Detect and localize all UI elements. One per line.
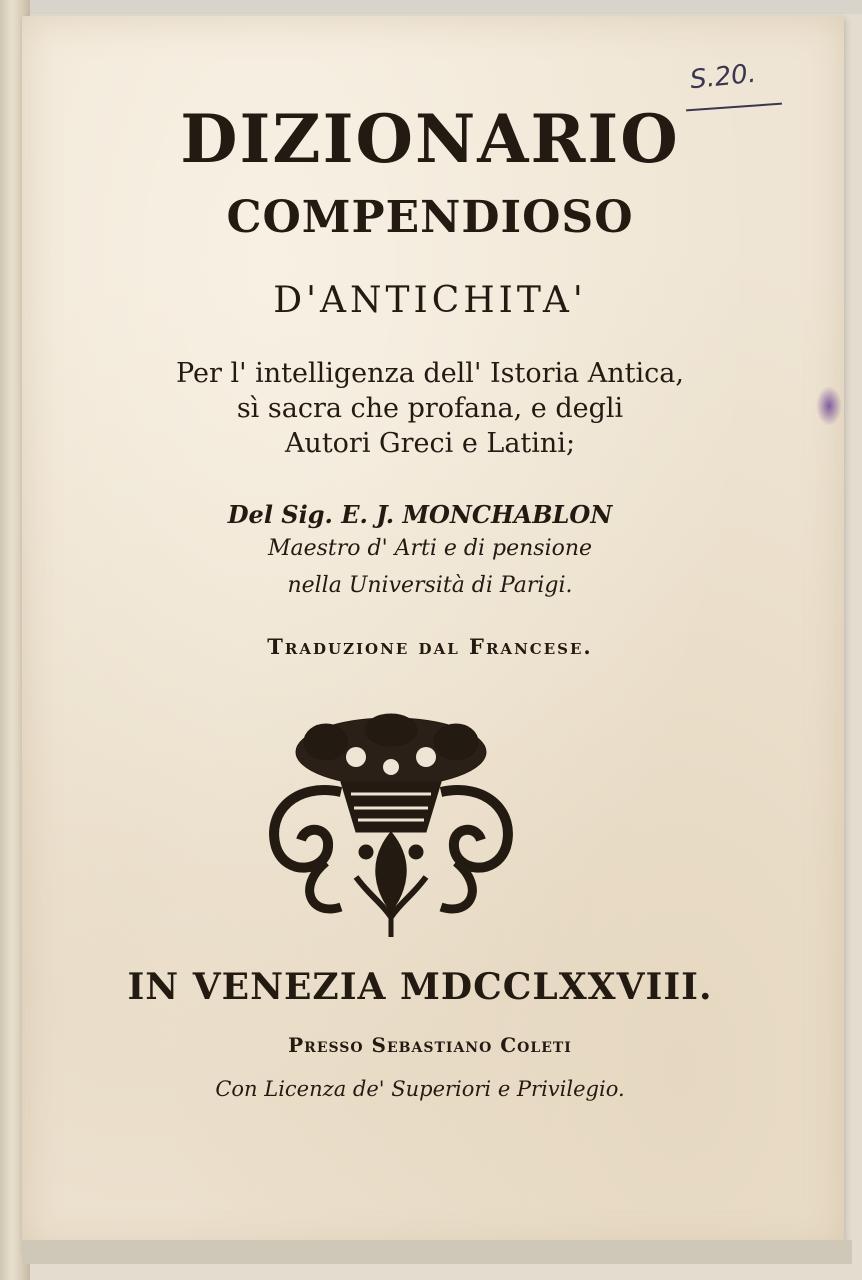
page-bottom-edge <box>22 1240 852 1264</box>
floral-basket-ornament-icon <box>256 712 526 942</box>
title-line-1: DIZIONARIO <box>180 100 680 178</box>
subtitle-line-1: Per l' intelligenza dell' Istoria Antica, <box>176 358 684 389</box>
imprint-printer: Presso Sebastiano Coleti <box>288 1033 572 1057</box>
author-line-2: Maestro d' Arti e di pensione <box>267 536 593 561</box>
subtitle-line-3: Autori Greci e Latini; <box>284 428 576 459</box>
title-line-3: D'ANTICHITA' <box>273 280 587 321</box>
imprint-licence: Con Licenza de' Superiori e Privilegio. <box>215 1077 625 1101</box>
subtitle-line-2: sì sacra che profana, e degli <box>236 393 624 424</box>
title-line-2: COMPENDIOSO <box>226 192 634 243</box>
handwritten-shelfmark: S.20. <box>688 58 758 96</box>
author-line-3: nella Università di Parigi. <box>287 573 573 598</box>
author-line-1: Del Sig. E. J. MONCHABLON <box>227 500 613 529</box>
scan-background <box>0 0 862 14</box>
translation-note: Traduzione dal Francese. <box>267 634 593 659</box>
imprint-place-date: IN VENEZIA MDCCLXXVIII. <box>127 966 713 1008</box>
